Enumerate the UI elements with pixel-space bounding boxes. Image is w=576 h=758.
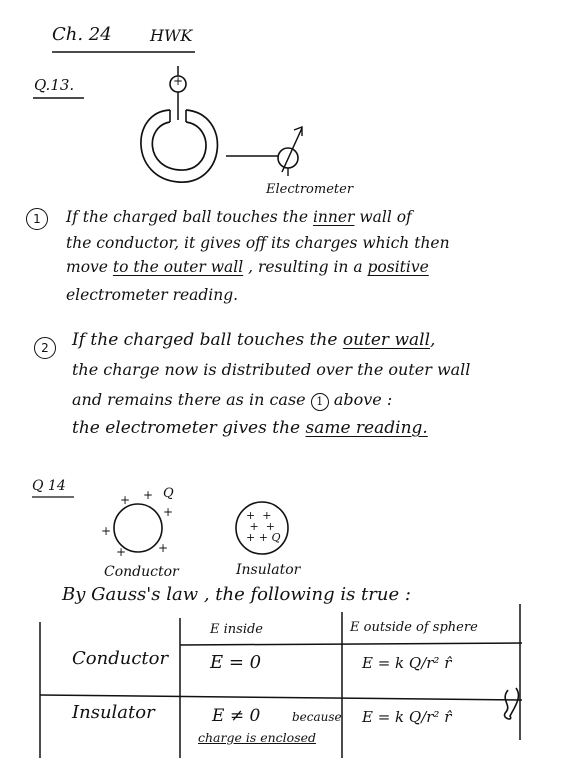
case2-line1-end: ,: [430, 330, 436, 350]
case2-line3-end: above :: [328, 390, 393, 409]
case2-ref-circle: 1: [311, 393, 329, 411]
row-insulator-inside-a: E ≠ 0: [212, 706, 261, 726]
case2-outer-wall: outer wall: [342, 330, 431, 350]
electrometer-label: Electrometer: [266, 182, 354, 197]
case1-line1-end: wall of: [354, 208, 412, 226]
case2-line3: [72, 390, 392, 411]
row-insulator-inside-c: charge is enclosed: [198, 730, 317, 745]
conductor-plus-5: +: [116, 545, 127, 559]
row-conductor-inside: E = 0: [210, 652, 262, 673]
case2-line4-text: the electrometer gives the: [72, 418, 306, 438]
case2-line3-text: and remains there as in case: [72, 390, 311, 409]
row-conductor-outside: E = k Q/r² r̂: [362, 654, 452, 672]
gauss-law-sentence: By Gauss's law , the following is true :: [62, 584, 411, 605]
case1-positive: positive: [367, 258, 429, 276]
case2-same-reading: same reading.: [305, 418, 428, 438]
case2-line1-text: If the charged ball touches the: [72, 330, 343, 350]
row-insulator-outside: E = k Q/r² r̂: [362, 708, 452, 726]
case1-inner-word: inner: [312, 208, 355, 226]
conductor-charge-label: Q: [163, 486, 174, 501]
conductor-label: Conductor: [104, 564, 179, 580]
case1-line3-text: move: [66, 258, 113, 276]
conductor-plus-1: +: [120, 493, 131, 507]
homework-title: HWK: [150, 26, 193, 45]
electrometer-needle: [282, 128, 302, 172]
case1-number: 1: [26, 208, 48, 230]
table-header-outside: [350, 620, 478, 635]
case2-line2: the charge now is distributed over the outer wall: [72, 360, 471, 379]
insulator-charge-label: Q: [271, 531, 281, 544]
case2-line4: [72, 418, 428, 438]
chapter-title: Ch. 24: [52, 24, 112, 45]
case1-line1: [66, 208, 412, 226]
q14-label: Q 14: [32, 478, 66, 494]
case1-line3: [66, 258, 429, 276]
insulator-charges: + + + + + + Q: [246, 509, 281, 544]
conductor-plus-4: +: [101, 524, 112, 538]
case2-line1: [72, 330, 435, 350]
ball-charge-sign: +: [173, 74, 184, 88]
insulator-label: Insulator: [236, 562, 301, 578]
row-insulator-label: Insulator: [72, 702, 155, 723]
q13-label: Q.13.: [34, 76, 75, 94]
case1-line1-text: If the charged ball touches the: [66, 208, 313, 226]
margin-scribble: [504, 688, 518, 719]
table-header-inside: E inside: [210, 622, 263, 637]
case1-line4: electrometer reading.: [66, 286, 239, 304]
conductor-inner-wall: [152, 122, 206, 170]
case1-line3-mid: , resulting in a: [243, 258, 368, 276]
header-outside-text: E outside of sphere: [350, 620, 478, 635]
case1-outer-wall: to the outer wall: [112, 258, 244, 276]
row-insulator-inside-b: because: [292, 710, 342, 724]
conductor-plus-2: +: [143, 488, 154, 502]
case1-line2: the conductor, it gives off its charges which then: [66, 234, 450, 252]
conductor-plus-3: +: [163, 505, 174, 519]
case2-number: 2: [34, 337, 56, 359]
conductor-plus-6: +: [158, 541, 169, 555]
row-conductor-label: Conductor: [72, 648, 169, 669]
